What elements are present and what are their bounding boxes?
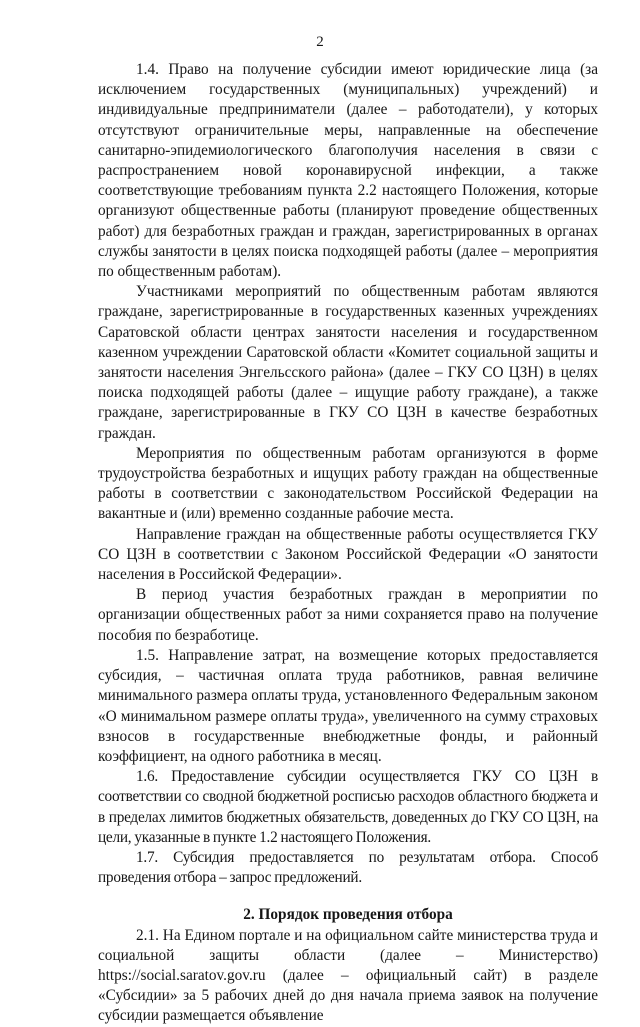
paragraph-1-5: 1.5. Направление затрат, на возмещение которых предоставляется субсидия, – частичная оплата труда работников, равная величине минимального размера оплаты труда, установленного Федеральным законом «О минимальном размере оплаты труда», увеличенного на сумму страховых взносов в государственные внебюджетные фонды, и районный коэффициент, на одного работника в месяц. (98, 646, 598, 765)
paragraph-2-1: 2.1. На Едином портале и на официальном сайте министерства труда и социальной защиты области (далее – Министерство) https://social.saratov.gov.ru (далее – официальный сайт) в разделе «Субсидии» за 5 рабочих дней до дня начала приема заявок на получение субсидии размещается объявление (98, 926, 598, 1025)
paragraph-referral: Направление граждан на общественные работы осуществляется ГКУ СО ЦЗН в соответствии с Законом Российской Федерации «О занятости населения в Российской Федерации». (98, 525, 598, 584)
document-body (98, 60, 598, 1027)
paragraph-1-7: 1.7. Субсидия предоставляется по результатам отбора. Способ проведения отбора – запрос предложений. (98, 848, 598, 887)
paragraph-1-6: 1.6. Предоставление субсидии осуществляется ГКУ СО ЦЗН в соответствии со сводной бюджетной росписью расходов областного бюджета и в пределах лимитов бюджетных обязательств, доведенных до ГКУ СО ЦЗН, на цели, указанные в пункте 1.2 настоящего Положения. (98, 768, 598, 846)
paragraph-employment-form: Мероприятия по общественным работам организуются в форме трудоустройства безработных и ищущих работу граждан на общественные работы в соответствии с законодательством Российской Федерации на вакантные и (или) временно созданные рабочие места. (98, 444, 598, 523)
paragraph-participants: Участниками мероприятий по общественным работам являются граждане, зарегистрированные в государственных казенных учреждениях Саратовской области центрах занятости населения и государственном казенном учреждении Саратовской области «Комитет социальной защиты и занятости населения Энгельсского района» (далее – ГКУ СО ЦЗН) в целях поиска подходящей работы (далее – ищущие работу граждане), а также граждане, зарегистрированные в ГКУ СО ЦЗН в качестве безработных граждан. (98, 283, 598, 442)
page-number: 2 (316, 34, 324, 50)
paragraph-benefit-retained: В период участия безработных граждан в мероприятии по организации общественных работ за ними сохраняется право на получение пособия по безработице. (98, 586, 598, 644)
paragraph-1-4: 1.4. Право на получение субсидии имеют юридические лица (за исключением государственных (муниципальных) учреждений) и индивидуальные предприниматели (далее – работодатели), у которых отсутствуют ограничительные меры, направленные на обеспечение санитарно-эпидемиологического благополучия населения в связи с распространением новой коронавирусной инфекции, а также соответствующие требованиям пункта 2.2 настоящего Положения, которые организуют общественные работы (планируют проведение общественных работ) для безработных граждан и граждан, зарегистрированных в органах службы занятости в целях поиска подходящей работы (далее – мероприятия по общественным работам). (98, 61, 598, 281)
section-heading: 2. Порядок проведения отбора (243, 906, 453, 924)
